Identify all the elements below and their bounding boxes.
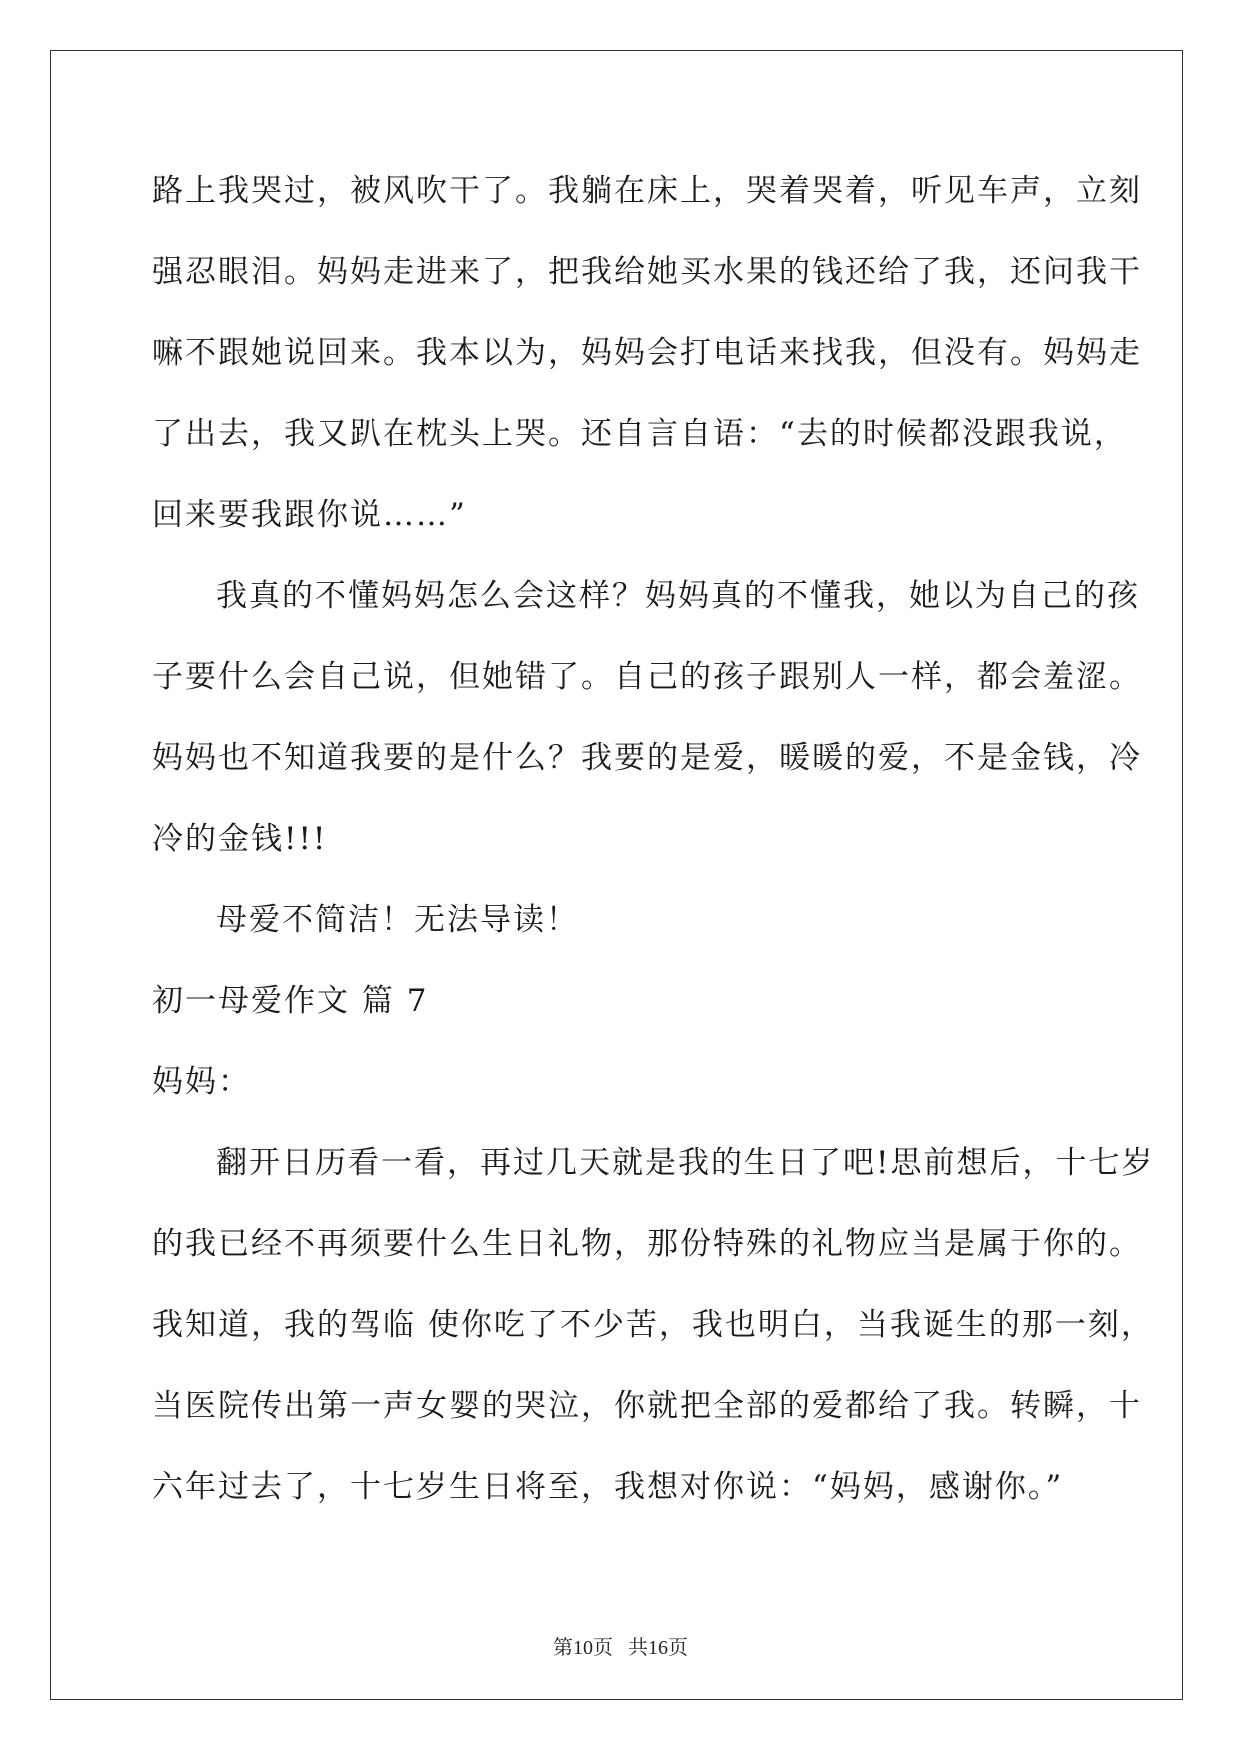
text-line: 我知道，我的驾临 使你吃了不少苦，我也明白，当我诞生的那一刻， — [152, 1307, 1154, 1343]
text-line: 当医院传出第一声女婴的哭泣，你就把全部的爱都给了我。转瞬，十 — [152, 1388, 1142, 1424]
text-line: 嘛不跟她说回来。我本以为，妈妈会打电话来找我，但没有。妈妈走 — [152, 335, 1142, 371]
text-line: 翻开日历看一看，再过几天就是我的生日了吧!思前想后，十七岁 — [216, 1145, 1155, 1181]
text-line: 子要什么会自己说，但她错了。自己的孩子跟别人一样，都会羞涩。 — [152, 659, 1142, 695]
text-line: 冷的金钱!!! — [152, 821, 328, 857]
text-line: 母爱不简洁！无法导读！ — [216, 902, 579, 938]
salutation: 妈妈： — [152, 1064, 251, 1100]
document-body — [152, 163, 1155, 1540]
text-line: 路上我哭过，被风吹干了。我躺在床上，哭着哭着，听见车声，立刻 — [152, 173, 1142, 209]
text-line: 六年过去了，十七岁生日将至，我想对你说：“妈妈，感谢你。” — [152, 1469, 1064, 1505]
text-line: 了出去，我又趴在枕头上哭。还自言自语：“去的时候都没跟我说， — [152, 416, 1127, 452]
page-number: 第10页 共16页 — [553, 1637, 688, 1659]
section-heading: 初一母爱作文 篇 7 — [152, 983, 429, 1019]
page-footer — [0, 1631, 1241, 1660]
text-line: 我真的不懂妈妈怎么会这样？妈妈真的不懂我，她以为自己的孩 — [216, 578, 1140, 614]
text-line: 妈妈也不知道我要的是什么？我要的是爱，暖暖的爱，不是金钱，冷 — [152, 740, 1142, 776]
text-line: 的我已经不再须要什么生日礼物，那份特殊的礼物应当是属于你的。 — [152, 1226, 1142, 1262]
text-line: 强忍眼泪。妈妈走进来了，把我给她买水果的钱还给了我，还问我干 — [152, 254, 1142, 290]
text-line: 回来要我跟你说……” — [152, 497, 467, 533]
